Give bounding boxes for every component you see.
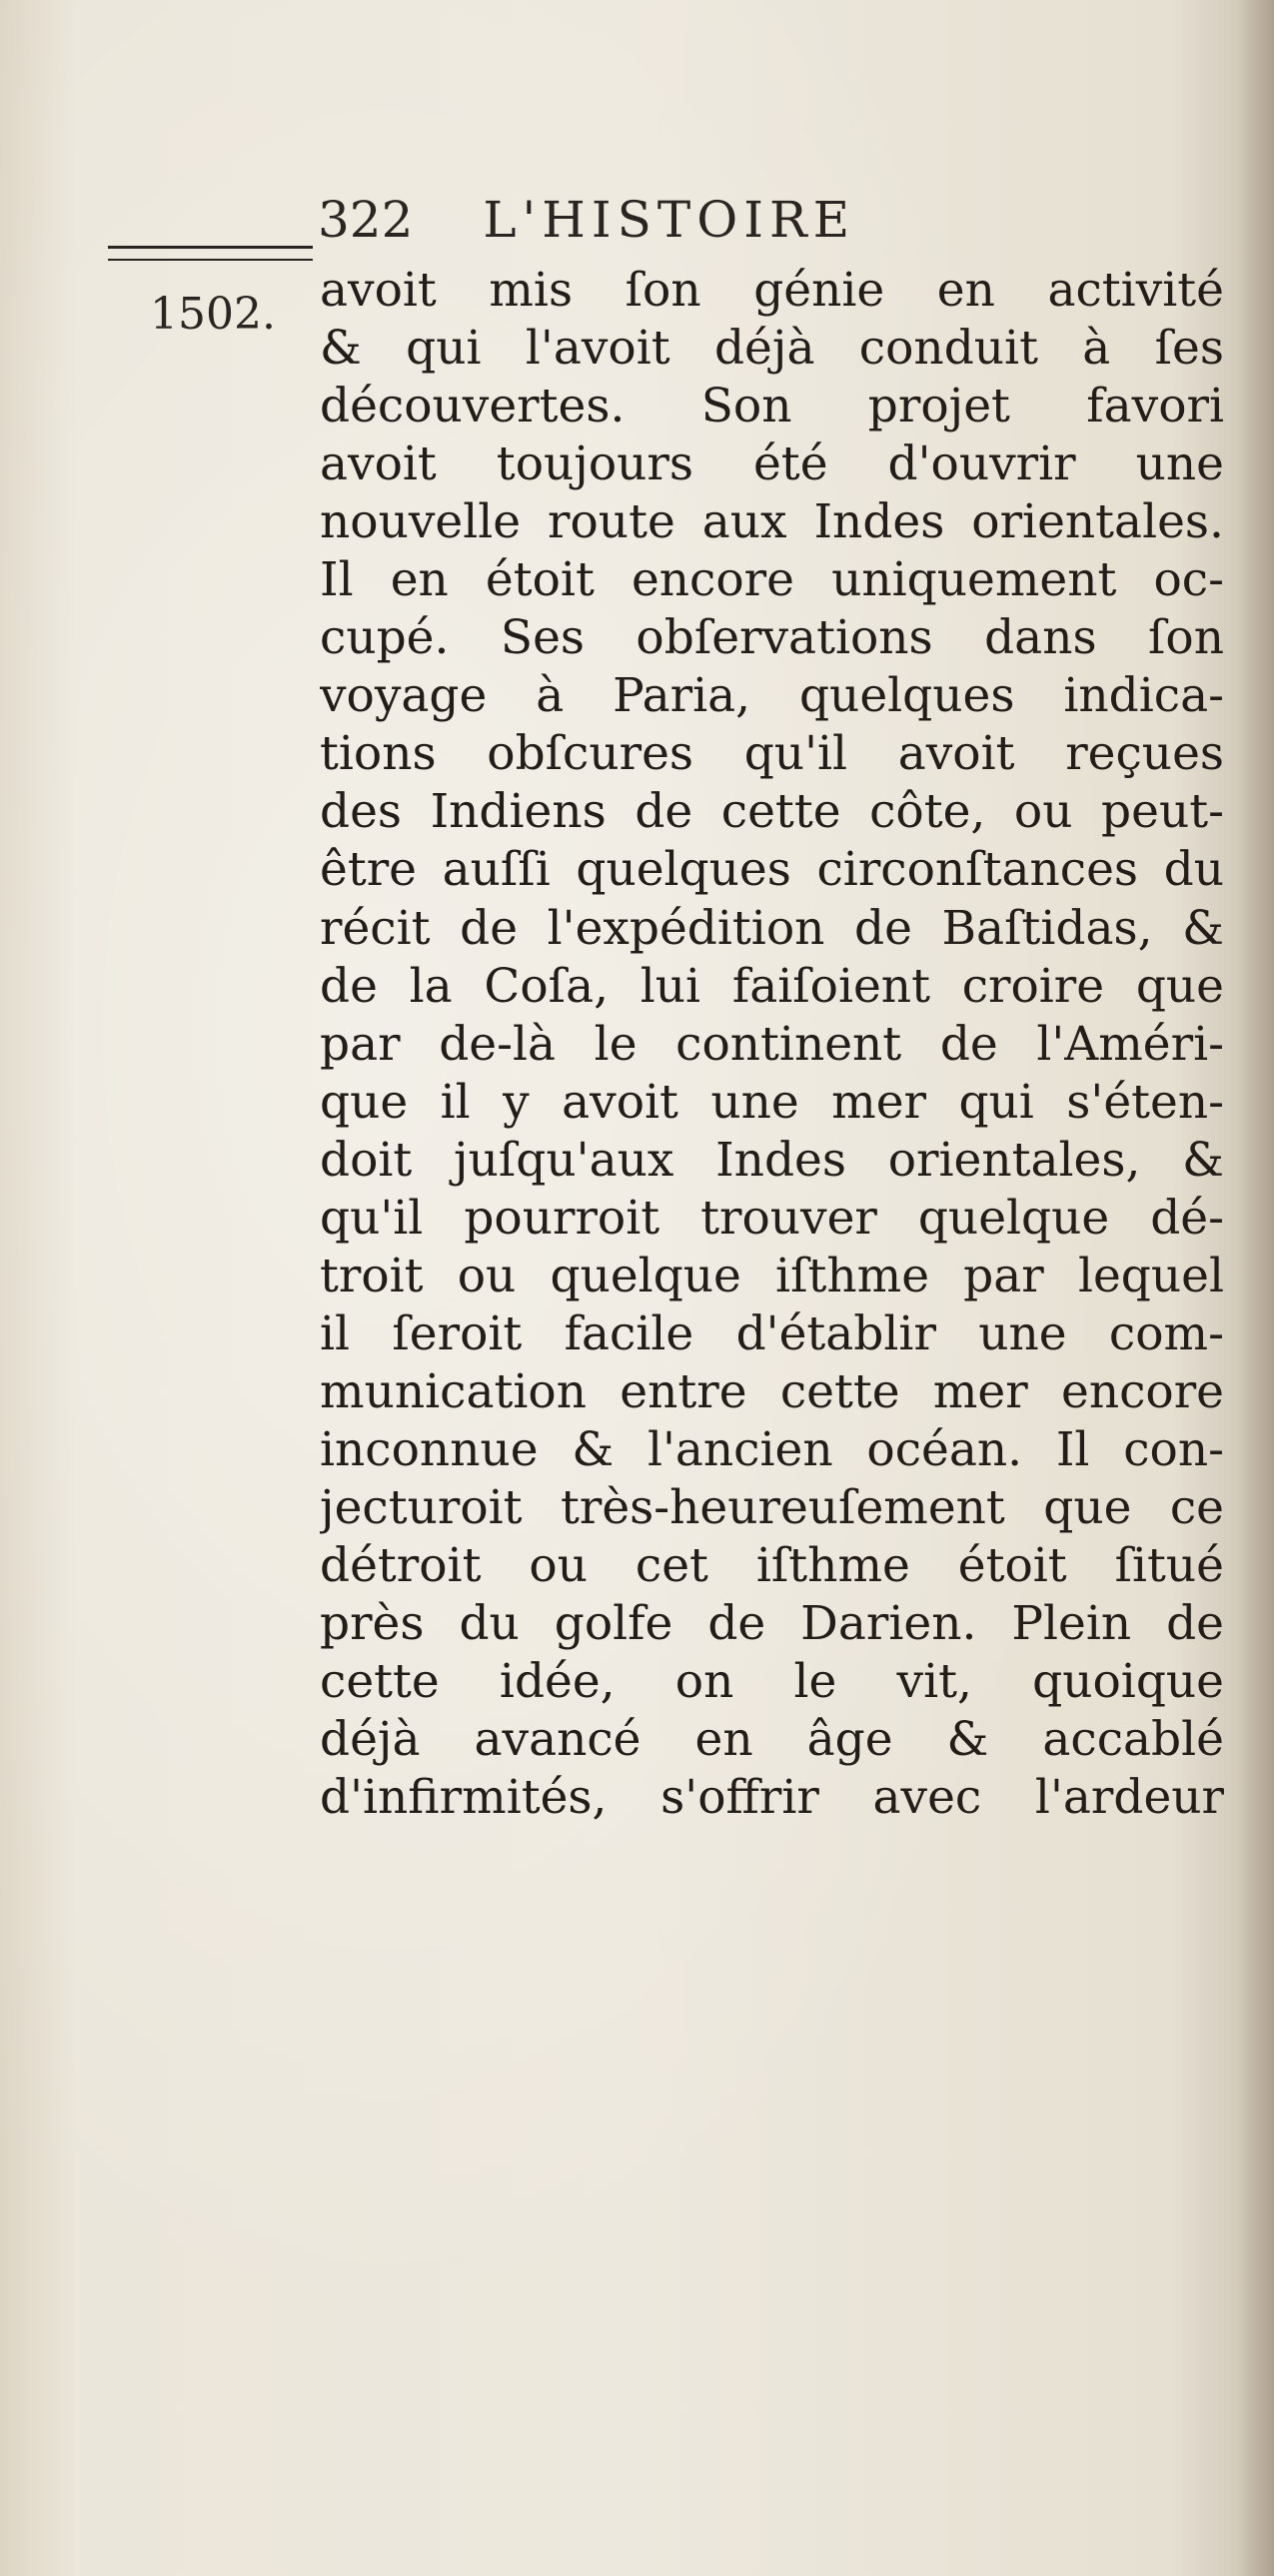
text-line: avoit toujours été d'ouvrir une (320, 436, 1224, 492)
text-line: jecturoit très-heureuſement que ce (320, 1479, 1224, 1535)
text-line: avoit mis ſon génie en activité (320, 263, 1224, 318)
text-line: que il y avoit une mer qui s'éten- (320, 1074, 1224, 1130)
text-line: cupé. Ses obſervations dans ſon (320, 610, 1224, 666)
text-line: tions obſcures qu'il avoit reçues (320, 726, 1224, 782)
text-line: nouvelle route aux Indes orientales. (320, 494, 1224, 550)
margin-year-note: 1502. (150, 289, 276, 340)
text-line: il ſeroit facile d'établir une com- (320, 1305, 1224, 1361)
text-line: munication entre cette mer encore (320, 1363, 1224, 1419)
text-line: déjà avancé en âge & accablé (320, 1712, 1224, 1768)
page-number: 322 (318, 191, 414, 249)
text-line: des Indiens de cette côte, ou peut- (320, 784, 1224, 840)
text-line: récit de l'expédition de Baſtidas, & (320, 900, 1224, 956)
running-head: L'HISTOIRE (483, 191, 856, 249)
text-line: cette idée, on le vit, quoique (320, 1654, 1224, 1710)
header-rule (108, 246, 313, 261)
text-line: inconnue & l'ancien océan. Il con- (320, 1421, 1224, 1477)
text-line: par de-là le continent de l'Améri- (320, 1016, 1224, 1072)
page-header (318, 185, 1097, 255)
page-edge-shadow (1238, 0, 1274, 2576)
text-line: près du golfe de Darien. Plein de (320, 1596, 1224, 1652)
text-line: doit juſqu'aux Indes orientales, & (320, 1132, 1224, 1188)
text-line: d'infirmités, s'offrir avec l'ardeur (320, 1770, 1224, 1826)
text-line: détroit ou cet iſthme étoit ſitué (320, 1538, 1224, 1594)
text-line: découvertes. Son projet favori (320, 379, 1224, 434)
text-line: voyage à Paria, quelques indica- (320, 668, 1224, 724)
text-line: de la Coſa, lui faiſoient croire que (320, 958, 1224, 1014)
text-line: être auſſi quelques circonſtances du (320, 842, 1224, 898)
text-line: qu'il pourroit trouver quelque dé- (320, 1190, 1224, 1246)
text-line: Il en étoit encore uniquement oc- (320, 552, 1224, 608)
body-text (320, 262, 1224, 1827)
text-line: & qui l'avoit déjà conduit à ſes (320, 321, 1224, 377)
text-line: troit ou quelque iſthme par lequel (320, 1248, 1224, 1303)
